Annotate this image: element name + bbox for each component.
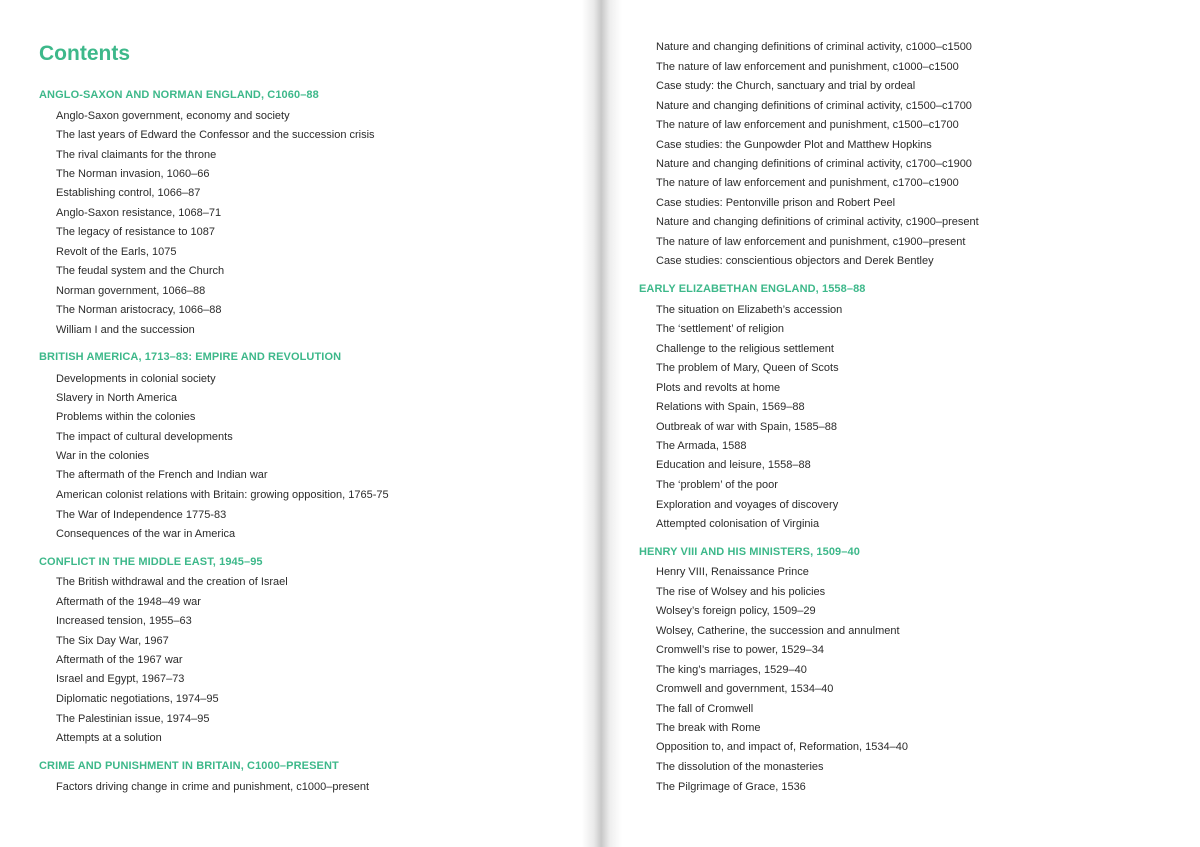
toc-item: Anglo-Saxon resistance, 1068–71 (56, 207, 222, 219)
toc-item: Attempted colonisation of Virginia (656, 518, 820, 530)
toc-item: The Norman aristocracy, 1066–88 (56, 304, 222, 316)
section-heading-elizabethan: EARLY ELIZABETHAN ENGLAND, 1558–88 (639, 283, 866, 295)
toc-item: Relations with Spain, 1569–88 (656, 401, 805, 413)
toc-item: Establishing control, 1066–87 (56, 187, 201, 199)
toc-item: The War of Independence 1775-83 (56, 509, 227, 521)
toc-item: The situation on Elizabeth’s accession (656, 304, 843, 316)
toc-item: Anglo-Saxon government, economy and society (56, 110, 290, 122)
toc-item: Increased tension, 1955–63 (56, 615, 192, 627)
toc-item: The feudal system and the Church (56, 265, 225, 277)
toc-item: The Palestinian issue, 1974–95 (56, 713, 210, 725)
toc-item: Nature and changing definitions of criminal activity, c1700–c1900 (656, 158, 972, 170)
toc-item: Israel and Egypt, 1967–73 (56, 673, 185, 685)
toc-item: The Norman invasion, 1060–66 (56, 168, 210, 180)
contents-title: Contents (39, 42, 130, 65)
toc-item: Opposition to, and impact of, Reformation, 1534–40 (656, 741, 908, 753)
toc-item: The king’s marriages, 1529–40 (656, 664, 807, 676)
toc-item: The nature of law enforcement and punishment, c1000–c1500 (656, 61, 959, 73)
toc-item: The nature of law enforcement and punishment, c1900–present (656, 236, 966, 248)
toc-item: The rival claimants for the throne (56, 149, 217, 161)
toc-item: The Armada, 1588 (656, 440, 747, 452)
toc-item: Case studies: the Gunpowder Plot and Matthew Hopkins (656, 139, 932, 151)
toc-item: Developments in colonial society (56, 373, 216, 385)
toc-item: Diplomatic negotiations, 1974–95 (56, 693, 219, 705)
toc-item: War in the colonies (56, 450, 150, 462)
book-gutter (582, 0, 622, 847)
toc-item: The Pilgrimage of Grace, 1536 (656, 781, 806, 793)
toc-item: The nature of law enforcement and punishment, c1500–c1700 (656, 119, 959, 131)
toc-item: The fall of Cromwell (656, 703, 754, 715)
toc-item: Aftermath of the 1967 war (56, 654, 183, 666)
section-heading-henry-viii: HENRY VIII AND HIS MINISTERS, 1509–40 (639, 546, 860, 558)
toc-item: The dissolution of the monasteries (656, 761, 824, 773)
toc-item: Problems within the colonies (56, 411, 196, 423)
toc-item: Education and leisure, 1558–88 (656, 459, 811, 471)
toc-item: Revolt of the Earls, 1075 (56, 246, 177, 258)
toc-item: Case study: the Church, sanctuary and trial by ordeal (656, 80, 916, 92)
toc-item: Norman government, 1066–88 (56, 285, 206, 297)
toc-item: William I and the succession (56, 324, 195, 336)
section-heading-anglo-saxon: ANGLO-SAXON AND NORMAN ENGLAND, C1060–88 (39, 89, 319, 101)
toc-item: Challenge to the religious settlement (656, 343, 834, 355)
toc-item: Cromwell’s rise to power, 1529–34 (656, 644, 824, 656)
toc-item: Consequences of the war in America (56, 528, 236, 540)
toc-item: The rise of Wolsey and his policies (656, 586, 826, 598)
toc-item: Wolsey, Catherine, the succession and annulment (656, 625, 900, 637)
toc-item: Slavery in North America (56, 392, 178, 404)
toc-item: The ‘settlement’ of religion (656, 323, 784, 335)
toc-item: Outbreak of war with Spain, 1585–88 (656, 421, 838, 433)
toc-item: Case studies: Pentonville prison and Robert Peel (656, 197, 896, 209)
toc-item: Henry VIII, Renaissance Prince (656, 566, 809, 578)
toc-item: The impact of cultural developments (56, 431, 233, 443)
toc-item: The aftermath of the French and Indian war (56, 469, 268, 481)
toc-item: Aftermath of the 1948–49 war (56, 596, 201, 608)
toc-item: Factors driving change in crime and punishment, c1000–present (56, 781, 370, 793)
toc-item: The break with Rome (656, 722, 761, 734)
section-heading-crime-punishment: CRIME AND PUNISHMENT IN BRITAIN, C1000–PRESENT (39, 760, 339, 772)
toc-item: The legacy of resistance to 1087 (56, 226, 215, 238)
toc-item: Exploration and voyages of discovery (656, 499, 839, 511)
toc-item: The last years of Edward the Confessor and the succession crisis (56, 129, 375, 141)
toc-item: Plots and revolts at home (656, 382, 781, 394)
toc-item: The nature of law enforcement and punishment, c1700–c1900 (656, 177, 959, 189)
toc-item: The ‘problem’ of the poor (656, 479, 778, 491)
toc-item: Nature and changing definitions of criminal activity, c1000–c1500 (656, 41, 972, 53)
section-heading-middle-east: CONFLICT IN THE MIDDLE EAST, 1945–95 (39, 556, 263, 568)
toc-item: The problem of Mary, Queen of Scots (656, 362, 839, 374)
toc-item: American colonist relations with Britain: growing opposition, 1765-75 (56, 489, 389, 501)
toc-item: Attempts at a solution (56, 732, 162, 744)
toc-item: Nature and changing definitions of criminal activity, c1500–c1700 (656, 100, 972, 112)
section-heading-british-america: BRITISH AMERICA, 1713–83: EMPIRE AND REVOLUTION (39, 351, 342, 363)
toc-item: Case studies: conscientious objectors and Derek Bentley (656, 255, 934, 267)
toc-item: Wolsey’s foreign policy, 1509–29 (656, 605, 816, 617)
toc-item: The British withdrawal and the creation of Israel (56, 576, 288, 588)
toc-item: The Six Day War, 1967 (56, 635, 169, 647)
toc-item: Cromwell and government, 1534–40 (656, 683, 834, 695)
toc-item: Nature and changing definitions of criminal activity, c1900–present (656, 216, 979, 228)
